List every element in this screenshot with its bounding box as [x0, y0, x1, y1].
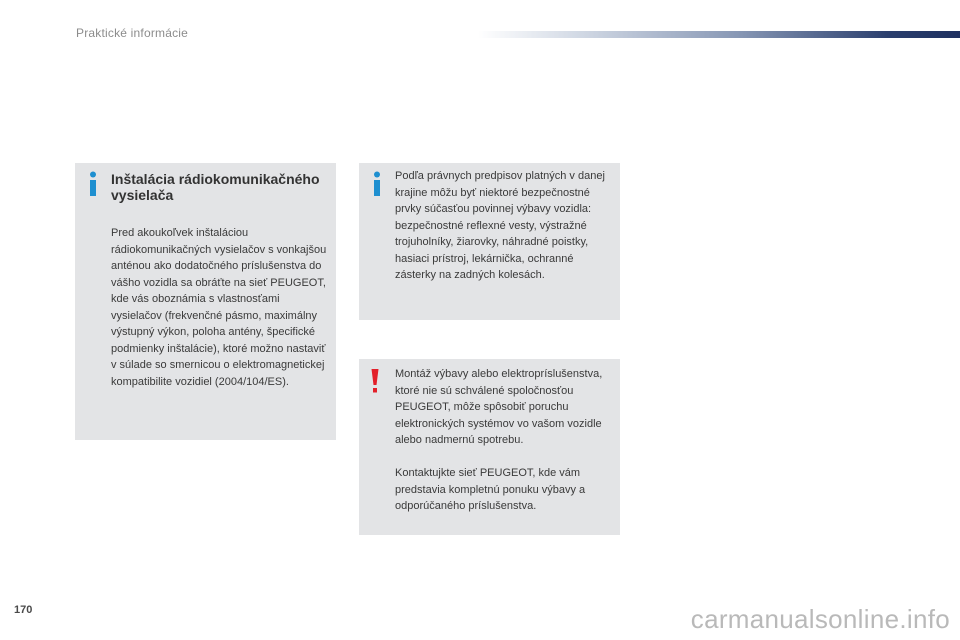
info-icon — [87, 171, 99, 197]
info-icon — [371, 171, 383, 197]
installation-title: Inštalácia rádiokomunikačného vysielača — [111, 171, 320, 203]
legal-requirements-box — [359, 163, 620, 320]
warning-box — [359, 359, 620, 535]
header-gradient-bar — [478, 31, 960, 38]
section-title: Praktické informácie — [76, 26, 189, 40]
installation-info-box — [75, 163, 336, 440]
page-number: 170 — [14, 604, 33, 616]
warning-text-2: Kontaktujkte sieť PEUGEOT, kde vám predstavia kompletnú ponuku výbavy a odporúčaného príslušenstva. — [395, 467, 586, 512]
exclamation-icon — [370, 369, 380, 393]
watermark: carmanualsonline.info — [690, 604, 950, 634]
legal-text: Podľa právnych predpisov platných v danej krajine môžu byť niektoré bezpečnostné prvky súčasťou povinnej výbavy vozidla: bezpečnostné reflexné vesty, výstražné trojuholníky, žiarovky, náhradné poistky, hasiaci prístroj, lekárnička, ochranné zásterky na zadných kolesách. — [395, 170, 605, 281]
installation-text: Pred akoukoľvek inštaláciou rádiokomunikačných vysielačov s vonkajšou anténou ako dodatočného príslušenstva do vášho vozidla sa obráťte na sieť PEUGEOT, kde vás oboznámia s vlastnosťami vysielačov (frekvenčné pásmo, maximálny výstupný výkon, poloha antény, špecifické podmienky inštalácie), ktoré možno nastaviť v súlade so smernicou o elektromagnetickej kompatibilite vozidiel (2004/104/ES). — [111, 227, 327, 388]
warning-text-1: Montáž výbavy alebo elektropríslušenstva, ktoré nie sú schválené spoločnosťou PEUGEOT, môže spôsobiť poruchu elektronických systémov vo vašom vozidle alebo nadmernú spotrebu. — [395, 368, 603, 446]
